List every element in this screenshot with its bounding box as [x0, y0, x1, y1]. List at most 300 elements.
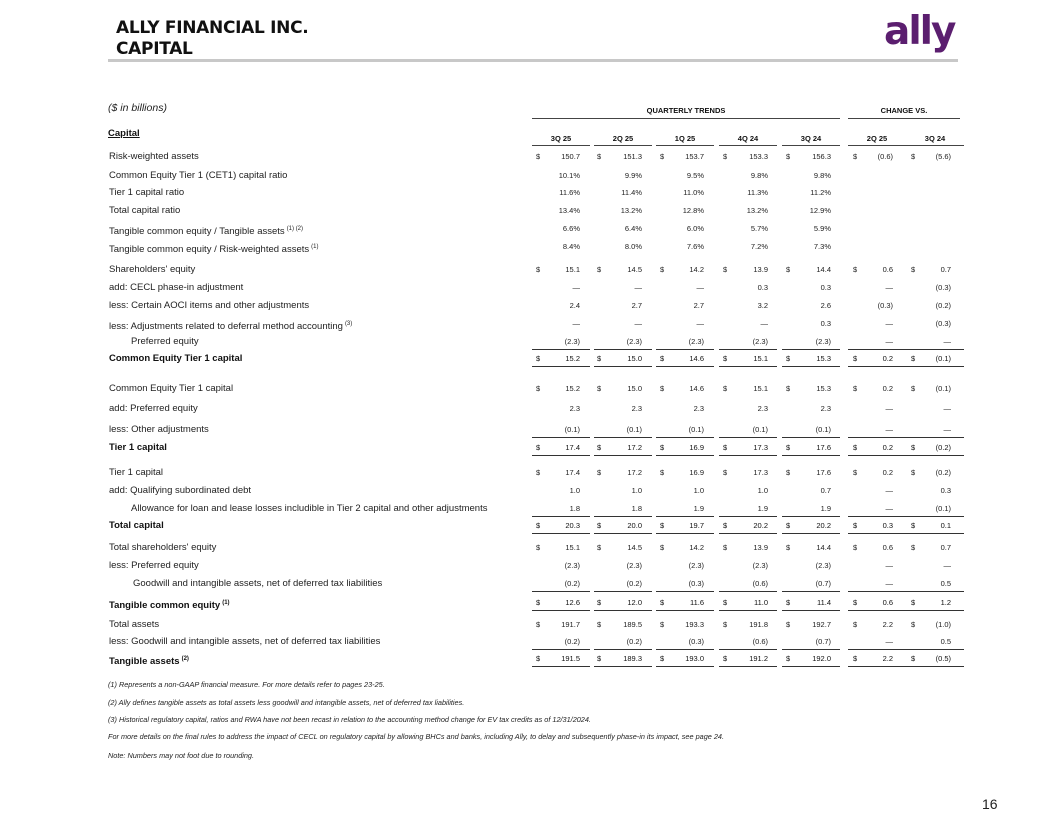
dollar-sign: $ [536, 152, 541, 161]
table-cell: 153.3 [749, 152, 768, 161]
table-row [0, 335, 1056, 349]
table-cell: 2.2 [882, 654, 893, 663]
table-cell: 20.3 [565, 521, 580, 530]
subtotal-rule [594, 533, 652, 534]
table-row [0, 382, 1056, 396]
table-cell: (0.1) [752, 425, 768, 434]
table-cell: (0.1) [935, 354, 951, 363]
row-label-text: Common Equity Tier 1 capital [109, 353, 243, 364]
dollar-sign: $ [660, 152, 665, 161]
table-cell: 6.4% [624, 224, 642, 233]
table-cell: 189.3 [623, 654, 642, 663]
dollar-sign: $ [536, 620, 541, 629]
subtotal-rule [906, 366, 964, 367]
table-cell: 1.9 [757, 504, 768, 513]
subtotal-rule [848, 366, 906, 367]
table-cell: — [572, 283, 580, 292]
row-label [109, 169, 287, 183]
dollar-sign: $ [536, 384, 541, 393]
table-cell: 0.1 [940, 521, 951, 530]
dollar-sign: $ [536, 654, 541, 663]
table-cell: (0.2) [626, 637, 642, 646]
subtotal-rule [532, 349, 590, 350]
subtotal-rule [906, 666, 964, 667]
dollar-sign: $ [660, 384, 665, 393]
table-cell: (0.1) [626, 425, 642, 434]
dollar-sign: $ [536, 521, 541, 530]
footnote-marker: (3) [344, 321, 353, 327]
subtotal-rule [782, 437, 840, 438]
subtotal-rule [656, 666, 714, 667]
subtotal-rule [906, 533, 964, 534]
table-cell: 12.8% [682, 206, 704, 215]
table-cell: 13.2% [746, 206, 768, 215]
row-label [109, 596, 230, 613]
table-cell: (2.3) [752, 337, 768, 346]
table-row [0, 402, 1056, 416]
row-label-text: Risk-weighted assets [109, 151, 199, 162]
dollar-sign: $ [911, 468, 916, 477]
table-cell: 0.3 [820, 283, 831, 292]
table-cell: (0.1) [935, 504, 951, 513]
row-label-text: Goodwill and intangible assets, net of deferred tax liabilities [133, 578, 383, 589]
dollar-sign: $ [786, 598, 791, 607]
subtotal-rule [656, 516, 714, 517]
table-cell: 17.3 [753, 443, 768, 452]
table-cell: 0.5 [940, 637, 951, 646]
table-cell: — [885, 283, 893, 292]
table-cell: 2.3 [569, 404, 580, 413]
row-label-text: Total capital [109, 520, 164, 531]
dollar-sign: $ [597, 152, 602, 161]
subtotal-rule [532, 366, 590, 367]
table-cell: 1.8 [569, 504, 580, 513]
row-label [109, 402, 198, 416]
row-label-text: Tangible common equity [109, 600, 221, 611]
row-label [109, 240, 318, 257]
footnote-3: (3) Historical regulatory capital, ratios and RWA have not been recast in relation to the accounting method change for EV tax credits as of 12/31/2024. [108, 715, 591, 724]
table-cell: — [760, 319, 768, 328]
table-cell: 6.6% [562, 224, 580, 233]
row-label [109, 441, 167, 455]
table-cell: (0.2) [935, 443, 951, 452]
row-label [109, 150, 199, 164]
table-cell: 13.9 [753, 265, 768, 274]
table-cell: (2.3) [626, 337, 642, 346]
row-label-text: Common Equity Tier 1 (CET1) capital ratio [109, 170, 288, 181]
table-cell: 0.6 [882, 265, 893, 274]
subtotal-rule [906, 591, 964, 592]
table-row [0, 204, 1056, 218]
dollar-sign: $ [660, 265, 665, 274]
table-cell: 9.9% [624, 171, 642, 180]
table-cell: 20.0 [627, 521, 642, 530]
dollar-sign: $ [597, 654, 602, 663]
table-cell: 14.5 [627, 543, 642, 552]
table-cell: 151.3 [623, 152, 642, 161]
table-row [0, 652, 1056, 666]
table-cell: (0.2) [564, 637, 580, 646]
dollar-sign: $ [536, 265, 541, 274]
table-cell: (2.3) [626, 561, 642, 570]
table-cell: 13.9 [753, 543, 768, 552]
table-cell: 15.2 [565, 354, 580, 363]
table-cell: 10.1% [558, 171, 580, 180]
table-cell: — [885, 486, 893, 495]
page-title [116, 18, 308, 60]
table-cell: (2.3) [688, 337, 704, 346]
table-cell: 17.2 [627, 443, 642, 452]
table-cell: — [885, 637, 893, 646]
dollar-sign: $ [660, 521, 665, 530]
subtotal-rule [594, 455, 652, 456]
table-cell: 12.0 [627, 598, 642, 607]
table-cell: 2.4 [569, 301, 580, 310]
table-row [0, 541, 1056, 555]
row-label-text: Shareholders' equity [109, 264, 196, 275]
header-divider [108, 59, 958, 62]
table-cell: 15.0 [627, 384, 642, 393]
table-cell: 2.7 [631, 301, 642, 310]
dollar-sign: $ [853, 265, 858, 274]
table-cell: 192.0 [812, 654, 831, 663]
table-row [0, 577, 1056, 591]
column-header: 3Q 25 [550, 134, 572, 143]
table-cell: 11.4 [816, 598, 831, 607]
table-cell: 15.2 [565, 384, 580, 393]
dollar-sign: $ [723, 598, 728, 607]
row-label-text: Allowance for loan and lease losses includible in Tier 2 capital and other adjustments [131, 503, 488, 514]
column-header-rule [906, 145, 964, 146]
subtotal-rule [719, 666, 777, 667]
row-label [133, 577, 382, 591]
dollar-sign: $ [911, 152, 916, 161]
table-cell: (0.3) [935, 283, 951, 292]
row-label [109, 519, 164, 533]
table-cell: 1.9 [693, 504, 704, 513]
table-cell: 8.0% [624, 242, 642, 251]
row-label-text: less: Goodwill and intangible assets, net of deferred tax liabilities [109, 636, 381, 647]
row-label-text: less: Other adjustments [109, 424, 209, 435]
column-header-rule [532, 145, 590, 146]
table-row [0, 240, 1056, 254]
table-row [0, 559, 1056, 573]
table-row [0, 352, 1056, 366]
table-cell: (2.3) [564, 561, 580, 570]
subtotal-rule [532, 591, 590, 592]
table-cell: 1.2 [940, 598, 951, 607]
subtotal-rule [848, 516, 906, 517]
table-cell: 20.2 [816, 521, 831, 530]
row-label [109, 382, 233, 396]
subtotal-rule [594, 591, 652, 592]
section-label-capital: Capital [108, 128, 140, 139]
subtotal-rule [906, 610, 964, 611]
row-label [109, 652, 189, 669]
dollar-sign: $ [911, 354, 916, 363]
table-cell: (0.3) [688, 637, 704, 646]
row-label [109, 484, 251, 498]
dollar-sign: $ [723, 265, 728, 274]
subtotal-rule [532, 455, 590, 456]
table-cell: 5.9% [813, 224, 831, 233]
row-label-text: add: Qualifying subordinated debt [109, 485, 252, 496]
subtotal-rule [848, 610, 906, 611]
table-cell: 11.6 [689, 598, 704, 607]
table-row [0, 484, 1056, 498]
dollar-sign: $ [660, 654, 665, 663]
dollar-sign: $ [786, 654, 791, 663]
table-cell: 11.0 [753, 598, 768, 607]
table-cell: — [634, 283, 642, 292]
subtotal-rule [782, 533, 840, 534]
column-header-rule [656, 145, 714, 146]
dollar-sign: $ [911, 598, 916, 607]
group-header-rule [532, 118, 840, 119]
table-cell: (5.6) [935, 152, 951, 161]
table-cell: 191.8 [749, 620, 768, 629]
row-label-text: Tangible common equity / Risk-weighted assets [109, 244, 310, 255]
table-cell: 191.2 [749, 654, 768, 663]
table-cell: 9.5% [686, 171, 704, 180]
table-cell: 2.3 [631, 404, 642, 413]
table-cell: (1.0) [935, 620, 951, 629]
row-label [109, 204, 180, 218]
table-cell: — [943, 561, 951, 570]
subtotal-rule [594, 349, 652, 350]
dollar-sign: $ [853, 620, 858, 629]
table-cell: — [696, 283, 704, 292]
dollar-sign: $ [853, 521, 858, 530]
dollar-sign: $ [660, 443, 665, 452]
table-cell: 1.0 [631, 486, 642, 495]
footnote-marker: (1) [222, 600, 230, 606]
subtotal-rule [906, 349, 964, 350]
subtotal-rule [848, 349, 906, 350]
dollar-sign: $ [723, 152, 728, 161]
subtotal-rule [848, 437, 906, 438]
table-row [0, 635, 1056, 649]
subtotal-rule [719, 516, 777, 517]
subtotal-rule [594, 366, 652, 367]
table-cell: (0.5) [935, 654, 951, 663]
table-cell: 156.3 [812, 152, 831, 161]
dollar-sign: $ [597, 468, 602, 477]
table-cell: (0.3) [935, 319, 951, 328]
table-cell: 11.3% [747, 188, 768, 197]
row-label-text: add: Preferred equity [109, 403, 198, 414]
dollar-sign: $ [597, 384, 602, 393]
subtotal-rule [656, 437, 714, 438]
table-cell: 191.5 [561, 654, 580, 663]
table-cell: 14.6 [689, 384, 704, 393]
dollar-sign: $ [911, 443, 916, 452]
table-cell: 193.0 [685, 654, 704, 663]
table-cell: 0.2 [882, 354, 893, 363]
dollar-sign: $ [597, 265, 602, 274]
subtotal-rule [532, 649, 590, 650]
subtotal-rule [782, 591, 840, 592]
table-cell: 2.7 [693, 301, 704, 310]
table-cell: 0.7 [820, 486, 831, 495]
dollar-sign: $ [786, 384, 791, 393]
table-cell: 1.0 [569, 486, 580, 495]
row-label-text: Total shareholders' equity [109, 542, 217, 553]
company-name: ALLY FINANCIAL INC. [116, 18, 309, 38]
subtotal-rule [532, 533, 590, 534]
table-row [0, 466, 1056, 480]
row-label [131, 335, 199, 349]
dollar-sign: $ [786, 265, 791, 274]
table-cell: 192.7 [812, 620, 831, 629]
dollar-sign: $ [660, 620, 665, 629]
dollar-sign: $ [786, 468, 791, 477]
row-label [109, 299, 309, 313]
dollar-sign: $ [911, 654, 916, 663]
dollar-sign: $ [536, 354, 541, 363]
row-label-text: Preferred equity [131, 336, 199, 347]
dollar-sign: $ [853, 468, 858, 477]
table-cell: (0.6) [752, 579, 768, 588]
row-label-text: Tier 1 capital [109, 442, 167, 453]
table-cell: — [572, 319, 580, 328]
row-label-text: less: Adjustments related to deferral method accounting [109, 321, 343, 332]
table-cell: 15.1 [753, 384, 768, 393]
dollar-sign: $ [536, 543, 541, 552]
dollar-sign: $ [786, 152, 791, 161]
table-cell: 11.0% [683, 188, 704, 197]
row-label [109, 541, 216, 555]
table-cell: 12.9% [809, 206, 831, 215]
subtotal-rule [594, 666, 652, 667]
row-label [109, 263, 195, 277]
table-row [0, 317, 1056, 331]
dollar-sign: $ [911, 384, 916, 393]
column-header: 1Q 25 [674, 134, 696, 143]
table-cell: 9.8% [750, 171, 768, 180]
subtotal-rule [848, 666, 906, 667]
row-label [109, 281, 243, 295]
row-label-text: Total capital ratio [109, 205, 181, 216]
table-cell: 1.0 [693, 486, 704, 495]
table-cell: 17.2 [627, 468, 642, 477]
table-cell: 153.7 [685, 152, 704, 161]
table-cell: — [885, 425, 893, 434]
dollar-sign: $ [660, 354, 665, 363]
table-cell: 0.6 [882, 543, 893, 552]
group-header-change-vs: CHANGE VS. [880, 106, 928, 115]
table-cell: 11.6% [559, 188, 580, 197]
footnote-rounding: Note: Numbers may not foot due to rounding. [108, 751, 255, 760]
dollar-sign: $ [853, 654, 858, 663]
table-cell: 15.3 [816, 384, 831, 393]
table-cell: (0.1) [935, 384, 951, 393]
table-cell: 2.3 [757, 404, 768, 413]
table-cell: 15.1 [565, 265, 580, 274]
subtotal-rule [782, 455, 840, 456]
dollar-sign: $ [853, 543, 858, 552]
subtotal-rule [848, 591, 906, 592]
table-cell: — [885, 319, 893, 328]
subtotal-rule [782, 666, 840, 667]
dollar-sign: $ [597, 354, 602, 363]
subtotal-rule [656, 591, 714, 592]
dollar-sign: $ [786, 354, 791, 363]
subtotal-rule [719, 366, 777, 367]
row-label [109, 423, 209, 437]
row-label-text: Tier 1 capital [109, 467, 164, 478]
table-cell: 0.2 [882, 443, 893, 452]
row-label-text: Tier 1 capital ratio [109, 187, 185, 198]
subtotal-rule [594, 649, 652, 650]
column-header-rule [848, 145, 906, 146]
units-label: ($ in billions) [108, 102, 167, 114]
dollar-sign: $ [911, 265, 916, 274]
dollar-sign: $ [660, 543, 665, 552]
group-header-quarterly-trends: QUARTERLY TRENDS [646, 106, 726, 115]
column-header: 2Q 25 [866, 134, 888, 143]
table-cell: 0.6 [882, 598, 893, 607]
table-cell: 2.3 [693, 404, 704, 413]
dollar-sign: $ [723, 654, 728, 663]
row-label [109, 559, 199, 573]
row-label-text: add: CECL phase-in adjustment [109, 282, 244, 293]
table-cell: 17.4 [565, 468, 580, 477]
table-cell: 15.1 [753, 354, 768, 363]
table-row [0, 150, 1056, 164]
subtotal-rule [532, 666, 590, 667]
table-cell: 19.7 [689, 521, 704, 530]
subtotal-rule [656, 455, 714, 456]
table-cell: 150.7 [561, 152, 580, 161]
table-cell: 7.2% [750, 242, 768, 251]
ally-logo [884, 10, 960, 58]
table-cell: (0.3) [877, 301, 893, 310]
dollar-sign: $ [853, 384, 858, 393]
dollar-sign: $ [723, 543, 728, 552]
table-row [0, 222, 1056, 236]
subtotal-rule [656, 349, 714, 350]
table-cell: 17.3 [753, 468, 768, 477]
table-cell: 14.4 [816, 265, 831, 274]
table-cell: 5.7% [750, 224, 768, 233]
table-cell: 7.3% [813, 242, 831, 251]
table-cell: 193.3 [685, 620, 704, 629]
dollar-sign: $ [536, 598, 541, 607]
dollar-sign: $ [723, 354, 728, 363]
subtotal-rule [594, 437, 652, 438]
table-cell: (0.1) [564, 425, 580, 434]
table-row [0, 263, 1056, 277]
subtotal-rule [906, 649, 964, 650]
dollar-sign: $ [536, 468, 541, 477]
footnote-1: (1) Represents a non-GAAP financial measure. For more details refer to pages 23-25. [108, 680, 385, 689]
column-header-rule [594, 145, 652, 146]
dollar-sign: $ [597, 521, 602, 530]
dollar-sign: $ [911, 543, 916, 552]
table-cell: 0.5 [940, 579, 951, 588]
dollar-sign: $ [660, 598, 665, 607]
dollar-sign: $ [597, 598, 602, 607]
row-label [109, 352, 242, 366]
logo-text: ally [884, 10, 955, 54]
row-label-text: Common Equity Tier 1 capital [109, 383, 234, 394]
table-cell: 16.9 [689, 443, 704, 452]
table-cell: — [885, 561, 893, 570]
table-cell: — [885, 337, 893, 346]
table-cell: 2.6 [820, 301, 831, 310]
dollar-sign: $ [597, 443, 602, 452]
